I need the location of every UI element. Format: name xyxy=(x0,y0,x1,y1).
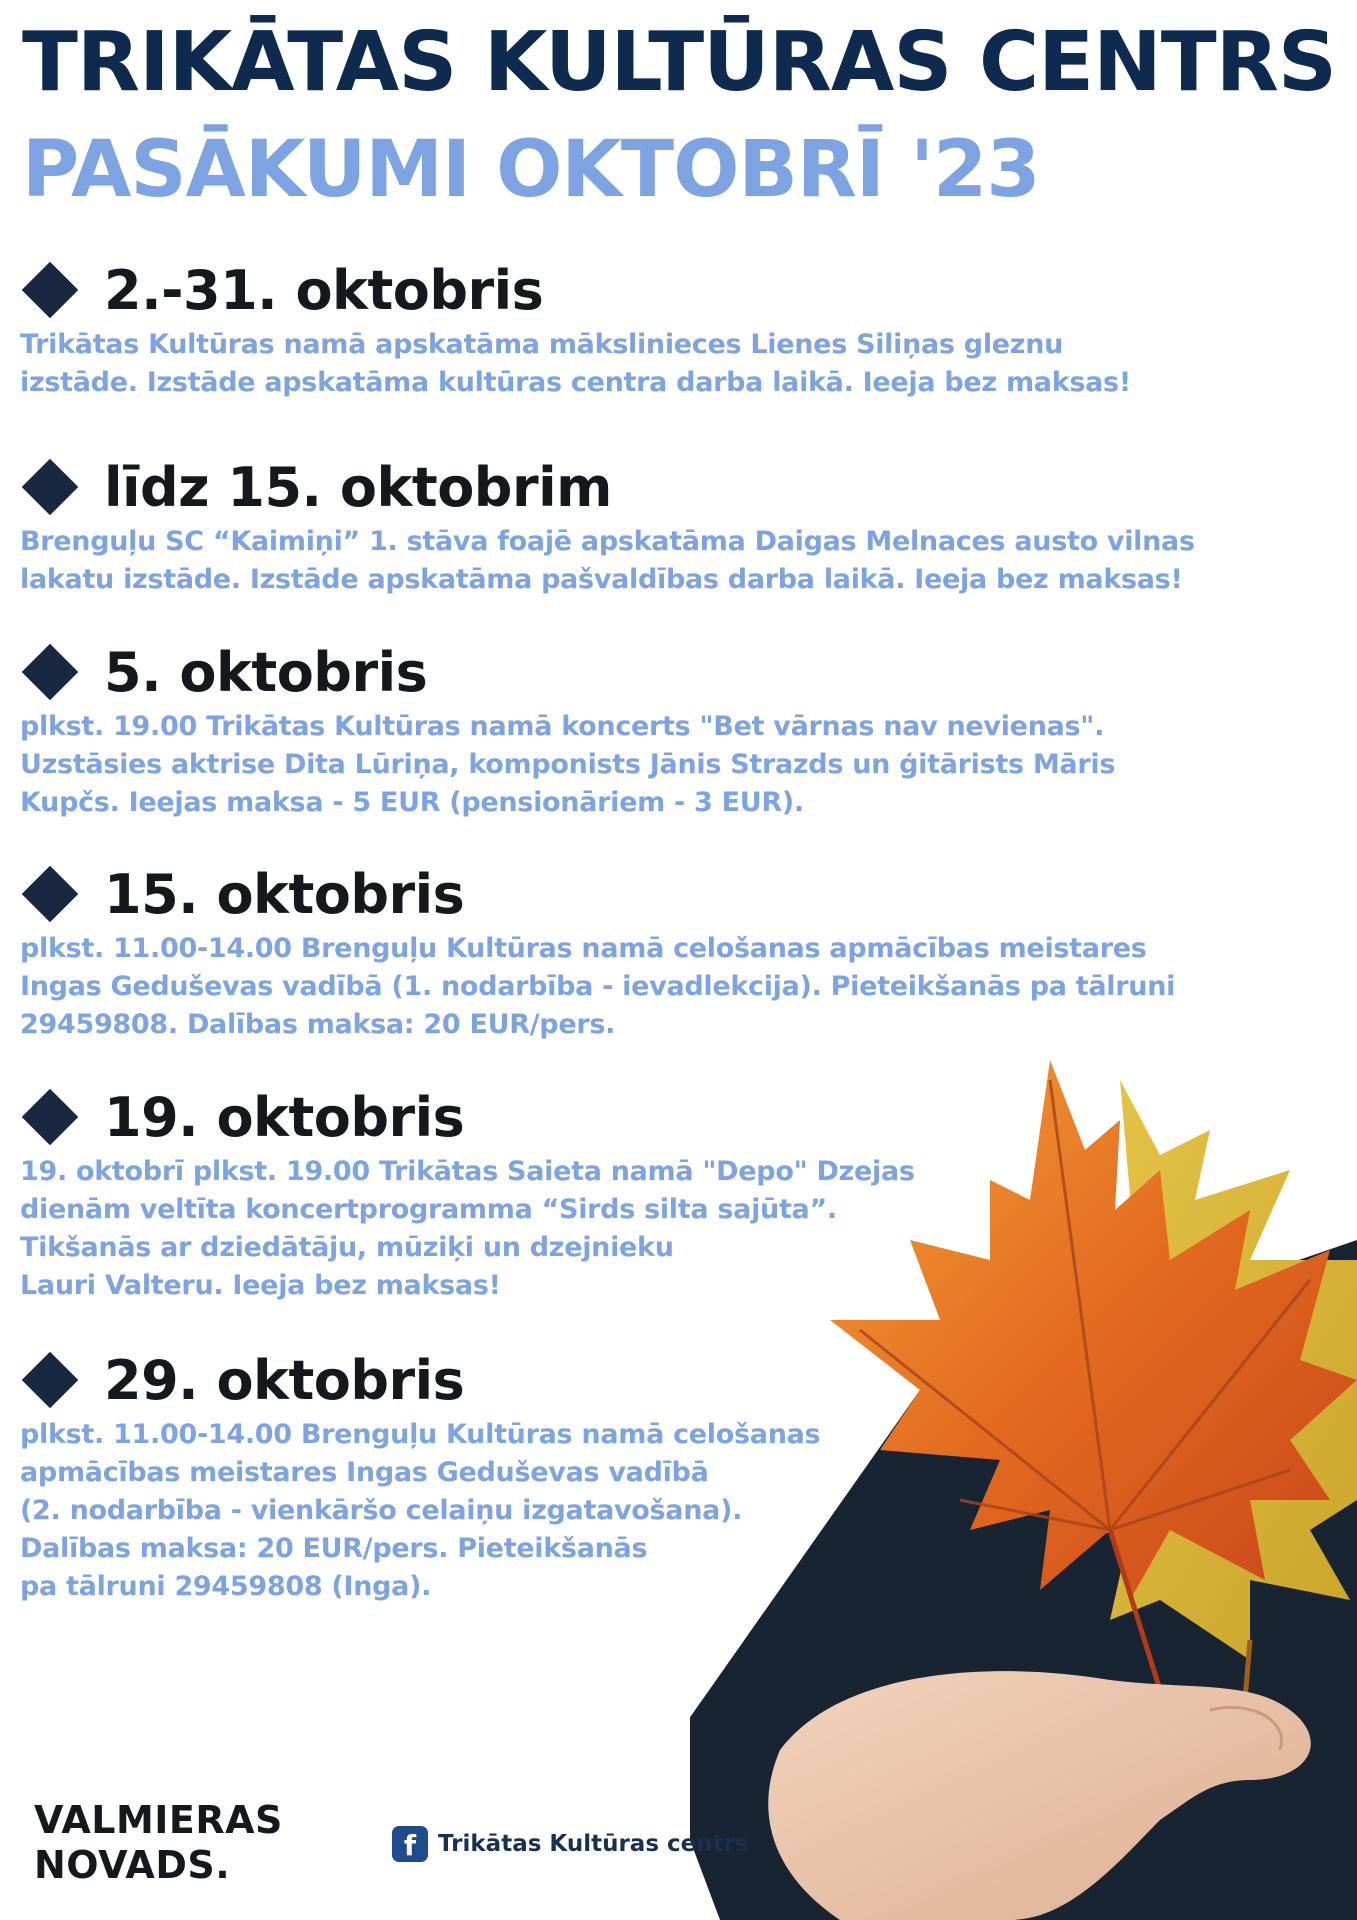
diamond-bullet-icon xyxy=(22,866,79,923)
description-line: lakatu izstāde. Izstāde apskatāma pašvaldības darba laikā. Ieeja bez maksas! xyxy=(20,564,1183,595)
event-item xyxy=(20,640,1115,822)
facebook-page-name: Trikātas Kultūras centrs xyxy=(438,1831,749,1857)
diamond-bullet-icon xyxy=(22,644,79,701)
event-description xyxy=(20,708,1115,822)
event-date: 15. oktobris xyxy=(104,862,465,926)
event-item xyxy=(20,1085,915,1305)
event-description xyxy=(20,523,1195,599)
description-line: Dalības maksa: 20 EUR/pers. Pieteikšanās xyxy=(20,1533,648,1564)
description-line: Lauri Valteru. Ieeja bez maksas! xyxy=(20,1270,501,1301)
facebook-link[interactable] xyxy=(392,1826,749,1862)
event-item xyxy=(20,258,1131,402)
description-line: Uzstāsies aktrise Dita Lūriņa, komponists Jānis Strazds un ģitārists Māris xyxy=(20,749,1116,780)
description-line: plkst. 11.00-14.00 Brenguļu Kultūras namā celošanas xyxy=(20,1419,821,1450)
description-line: pa tālruni 29459808 (Inga). xyxy=(20,1571,432,1602)
description-line: Ingas Geduševas vadībā (1. nodarbība - ievadlekcija). Pieteikšanās pa tālruni xyxy=(20,971,1176,1002)
event-date: 2.-31. oktobris xyxy=(104,258,544,322)
description-line: izstāde. Izstāde apskatāma kultūras centra darba laikā. Ieeja bez maksas! xyxy=(20,367,1131,398)
diamond-bullet-icon xyxy=(22,459,79,516)
description-line: plkst. 19.00 Trikātas Kultūras namā koncerts "Bet vārnas nav nevienas". xyxy=(20,711,1105,742)
description-line: (2. nodarbība - vienkāršo celaiņu izgatavošana). xyxy=(20,1495,743,1526)
event-date: līdz 15. oktobrim xyxy=(104,455,612,519)
event-description xyxy=(20,326,1131,402)
event-description xyxy=(20,1153,915,1305)
description-line: Brenguļu SC “Kaimiņi” 1. stāva foajē apskatāma Daigas Melnaces austo vilnas xyxy=(20,526,1195,557)
event-date: 5. oktobris xyxy=(104,640,428,704)
event-date: 19. oktobris xyxy=(104,1085,465,1149)
event-date: 29. oktobris xyxy=(104,1348,465,1412)
description-line: Tikšanās ar dziedātāju, mūziķi un dzejnieku xyxy=(20,1232,674,1263)
event-description xyxy=(20,930,1175,1044)
diamond-bullet-icon xyxy=(22,1352,79,1409)
logo-line: VALMIERAS xyxy=(34,1798,283,1842)
event-item xyxy=(20,862,1175,1044)
event-description xyxy=(20,1416,820,1606)
event-item xyxy=(20,455,1195,599)
description-line: Trikātas Kultūras namā apskatāma mākslinieces Lienes Siliņas gleznu xyxy=(20,329,1064,360)
diamond-bullet-icon xyxy=(22,1089,79,1146)
description-line: dienām veltīta koncertprogramma “Sirds silta sajūta”. xyxy=(20,1194,837,1225)
logo-line: NOVADS. xyxy=(34,1843,231,1887)
facebook-icon: f xyxy=(392,1826,428,1862)
event-item xyxy=(20,1348,820,1606)
description-line: Kupčs. Ieejas maksa - 5 EUR (pensionāriem - 3 EUR). xyxy=(20,787,804,818)
description-line: 29459808. Dalības maksa: 20 EUR/pers. xyxy=(20,1009,616,1040)
valmieras-novads-logo xyxy=(34,1798,283,1888)
diamond-bullet-icon xyxy=(22,262,79,319)
page-subtitle: PASĀKUMI OKTOBRĪ '23 xyxy=(22,125,1040,215)
description-line: apmācības meistares Ingas Geduševas vadībā xyxy=(20,1457,709,1488)
page-title: TRIKĀTAS KULTŪRAS CENTRS xyxy=(22,15,1336,110)
description-line: plkst. 11.00-14.00 Brenguļu Kultūras namā celošanas apmācības meistares xyxy=(20,933,1147,964)
description-line: 19. oktobrī plkst. 19.00 Trikātas Saieta namā "Depo" Dzejas xyxy=(20,1156,915,1187)
